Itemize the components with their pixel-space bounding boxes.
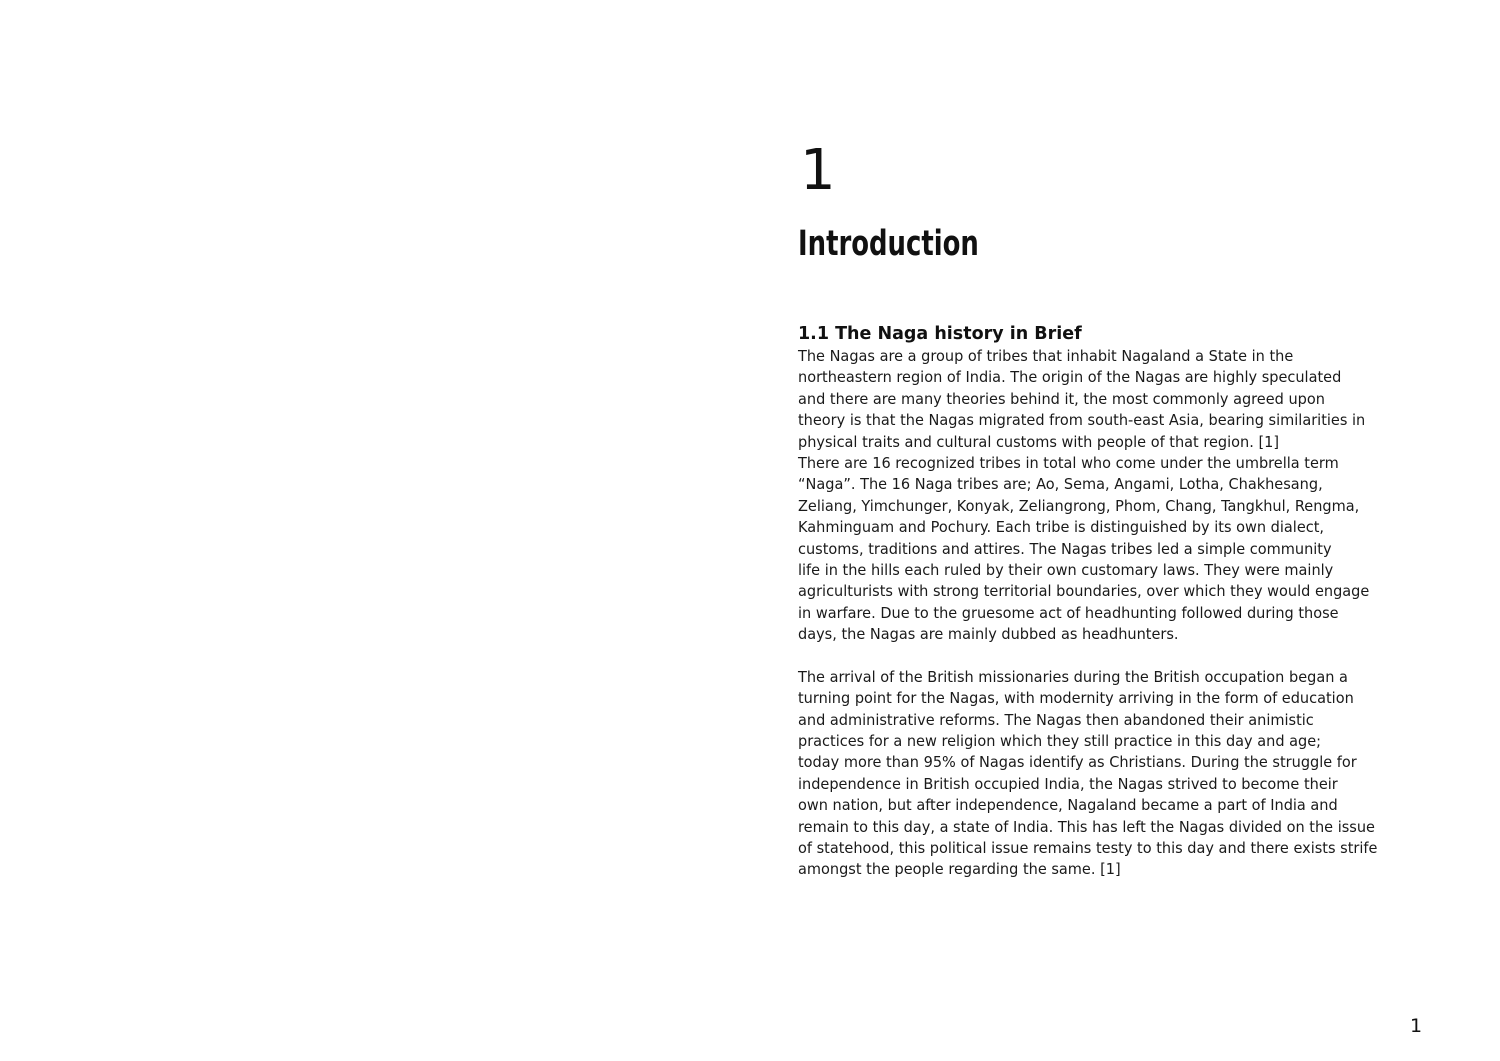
- body-line: theory is that the Nagas migrated from south-east Asia, bearing similarities in: [798, 411, 1366, 430]
- body-line: today more than 95% of Nagas identify as Christians. During the struggle for: [798, 753, 1357, 772]
- body-line: Kahminguam and Pochury. Each tribe is distinguished by its own dialect,: [798, 518, 1325, 537]
- body-line: and there are many theories behind it, the most commonly agreed upon: [798, 389, 1325, 408]
- body-line: There are 16 recognized tribes in total who come under the umbrella term: [798, 453, 1339, 472]
- body-line: customs, traditions and attires. The Nagas tribes led a simple community: [798, 539, 1332, 558]
- chapter-number: 1: [800, 138, 836, 203]
- section-naga-history: [798, 323, 1438, 881]
- body-line: remain to this day, a state of India. This has left the Nagas divided on the issue: [798, 817, 1375, 836]
- body-line: independence in British occupied India, the Nagas strived to become their: [798, 774, 1338, 793]
- body-line: amongst the people regarding the same. [1]: [798, 860, 1121, 879]
- body-line: and administrative reforms. The Nagas then abandoned their animistic: [798, 710, 1314, 729]
- body-line: practices for a new religion which they still practice in this day and age;: [798, 732, 1322, 751]
- body-line: agriculturists with strong territorial boundaries, over which they would engage: [798, 582, 1370, 601]
- chapter-title: Introduction: [798, 224, 979, 264]
- body-line: physical traits and cultural customs with people of that region. [1]: [798, 432, 1279, 451]
- body-line: days, the Nagas are mainly dubbed as headhunters.: [798, 625, 1179, 644]
- body-line: “Naga”. The 16 Naga tribes are; Ao, Sema, Angami, Lotha, Chakhesang,: [798, 475, 1323, 494]
- page-number: 1: [1410, 1015, 1423, 1037]
- section-body: [798, 346, 1438, 881]
- body-line: of statehood, this political issue remains testy to this day and there exists strife: [798, 838, 1378, 857]
- paragraph-break: [798, 645, 1409, 666]
- body-line: The Nagas are a group of tribes that inhabit Nagaland a State in the: [798, 347, 1294, 365]
- body-line: in warfare. Due to the gruesome act of headhunting followed during those: [798, 603, 1339, 622]
- body-line: northeastern region of India. The origin of the Nagas are highly speculated: [798, 368, 1342, 387]
- body-line: turning point for the Nagas, with modernity arriving in the form of education: [798, 689, 1354, 708]
- body-line: Zeliang, Yimchunger, Konyak, Zeliangrong, Phom, Chang, Tangkhul, Rengma,: [798, 496, 1360, 515]
- body-line: own nation, but after independence, Nagaland became a part of India and: [798, 796, 1338, 815]
- section-heading: 1.1 The Naga history in Brief: [798, 324, 1082, 344]
- body-line: The arrival of the British missionaries during the British occupation began a: [798, 667, 1348, 686]
- body-line: life in the hills each ruled by their own customary laws. They were mainly: [798, 560, 1334, 579]
